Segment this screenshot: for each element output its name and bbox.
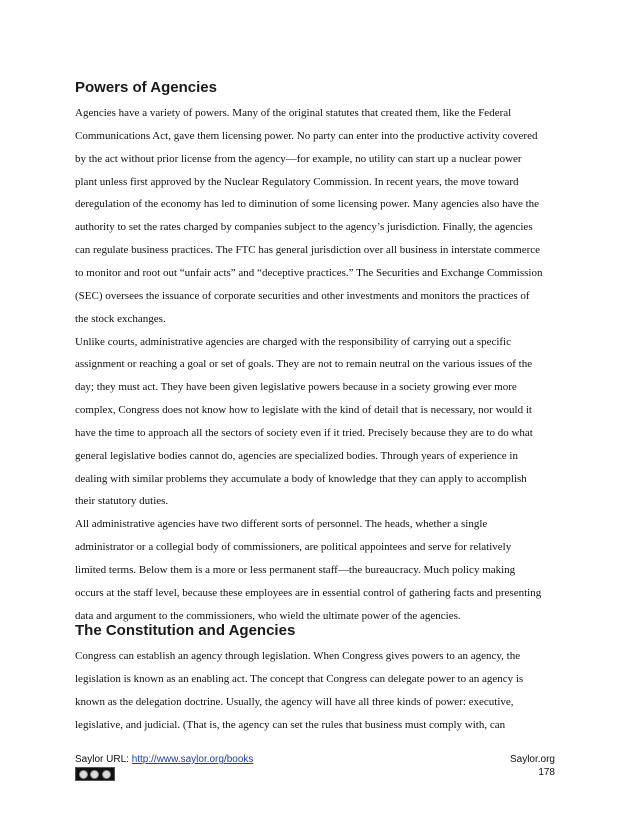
section-heading-constitution: The Constitution and Agencies: [75, 622, 296, 639]
body-text-line: All administrative agencies have two different sorts of personnel. The heads, whether a single: [75, 518, 488, 531]
body-text-line: legislative, and judicial. (That is, the agency can set the rules that business must comply with, can: [75, 718, 506, 731]
body-text-line: Congress can establish an agency through legislation. When Congress gives powers to an agency, the: [75, 650, 521, 662]
footer-source-link[interactable]: http://www.saylor.org/books: [131, 754, 254, 765]
body-text-line: general legislative bodies cannot do, agencies are specialized bodies. Through years of experience in: [75, 449, 518, 462]
body-text-line: limited terms. Below them is a more or less permanent staff—the bureaucracy. Much policy making: [75, 564, 516, 576]
footer-source-label: Saylor URL:: [75, 754, 132, 765]
body-text-line: complex, Congress does not know how to legislate with the kind of detail that is necessary, nor would it: [75, 404, 532, 417]
body-text-line: authority to set the rates charged by companies subject to the agency’s jurisdiction. Finally, the agencies: [75, 221, 533, 234]
body-text-line: assignment or reaching a goal or set of goals. They are not to remain neutral on the various issues of the: [75, 358, 533, 371]
body-text-line: day; they must act. They have been given legislative powers because in a society growing ever more: [75, 381, 517, 394]
body-text-line: data and argument to the commissioners, who wield the ultimate power of the agencies.: [75, 609, 461, 622]
body-text-line: to monitor and root out “unfair acts” and “deceptive practices.” The Securities and Exchange Commission: [75, 266, 543, 279]
body-text-line: Unlike courts, administrative agencies are charged with the responsibility of carrying out a specific: [75, 335, 511, 348]
body-text-line: have the time to approach all the sectors of society even if it tried. Precisely because they are to do what: [75, 426, 533, 439]
body-text-line: occurs at the staff level, because these employees are in essential control of gathering facts and presenting: [75, 586, 542, 599]
section-heading-powers: Powers of Agencies: [75, 79, 217, 96]
footer-org: Saylor.org: [509, 754, 555, 765]
body-text-line: their statutory duties.: [75, 495, 169, 508]
body-text-line: by the act without prior license from the agency—for example, no utility can start up a nuclear power: [75, 152, 522, 165]
cc-nc-icon: [102, 770, 111, 779]
creative-commons-license-icon: [75, 767, 115, 781]
cc-icon: [79, 770, 88, 779]
body-text-line: legislation is known as an enabling act. The concept that Congress can delegate power to an agency is: [75, 672, 524, 685]
footer-page-number: 178: [538, 767, 555, 778]
footer-source: [75, 754, 253, 765]
cc-by-icon: [90, 770, 99, 779]
body-text-line: plant unless first approved by the Nuclear Regulatory Commission. In recent years, the move toward: [75, 175, 519, 188]
body-text-line: dealing with similar problems they accumulate a body of knowledge that they can apply to accomplish: [75, 472, 527, 485]
body-text-line: deregulation of the economy has led to diminution of some licensing power. Many agencies also have the: [75, 198, 540, 211]
body-text-line: known as the delegation doctrine. Usually, the agency will have all three kinds of power: executive,: [75, 695, 514, 708]
body-text-line: can regulate business practices. The FTC has general jurisdiction over all business in interstate commerce: [75, 244, 541, 257]
body-text-line: Agencies have a variety of powers. Many of the original statutes that created them, like the Federal: [75, 107, 512, 119]
body-text-line: Communications Act, gave them licensing power. No party can enter into the productive activity covered: [75, 129, 538, 142]
body-text-line: administrator or a collegial body of commissioners, are political appointees and serve for relatively: [75, 541, 512, 554]
body-text-line: the stock exchanges.: [75, 312, 166, 325]
body-text-line: (SEC) oversees the issuance of corporate securities and other investments and monitors the practices of: [75, 289, 530, 302]
